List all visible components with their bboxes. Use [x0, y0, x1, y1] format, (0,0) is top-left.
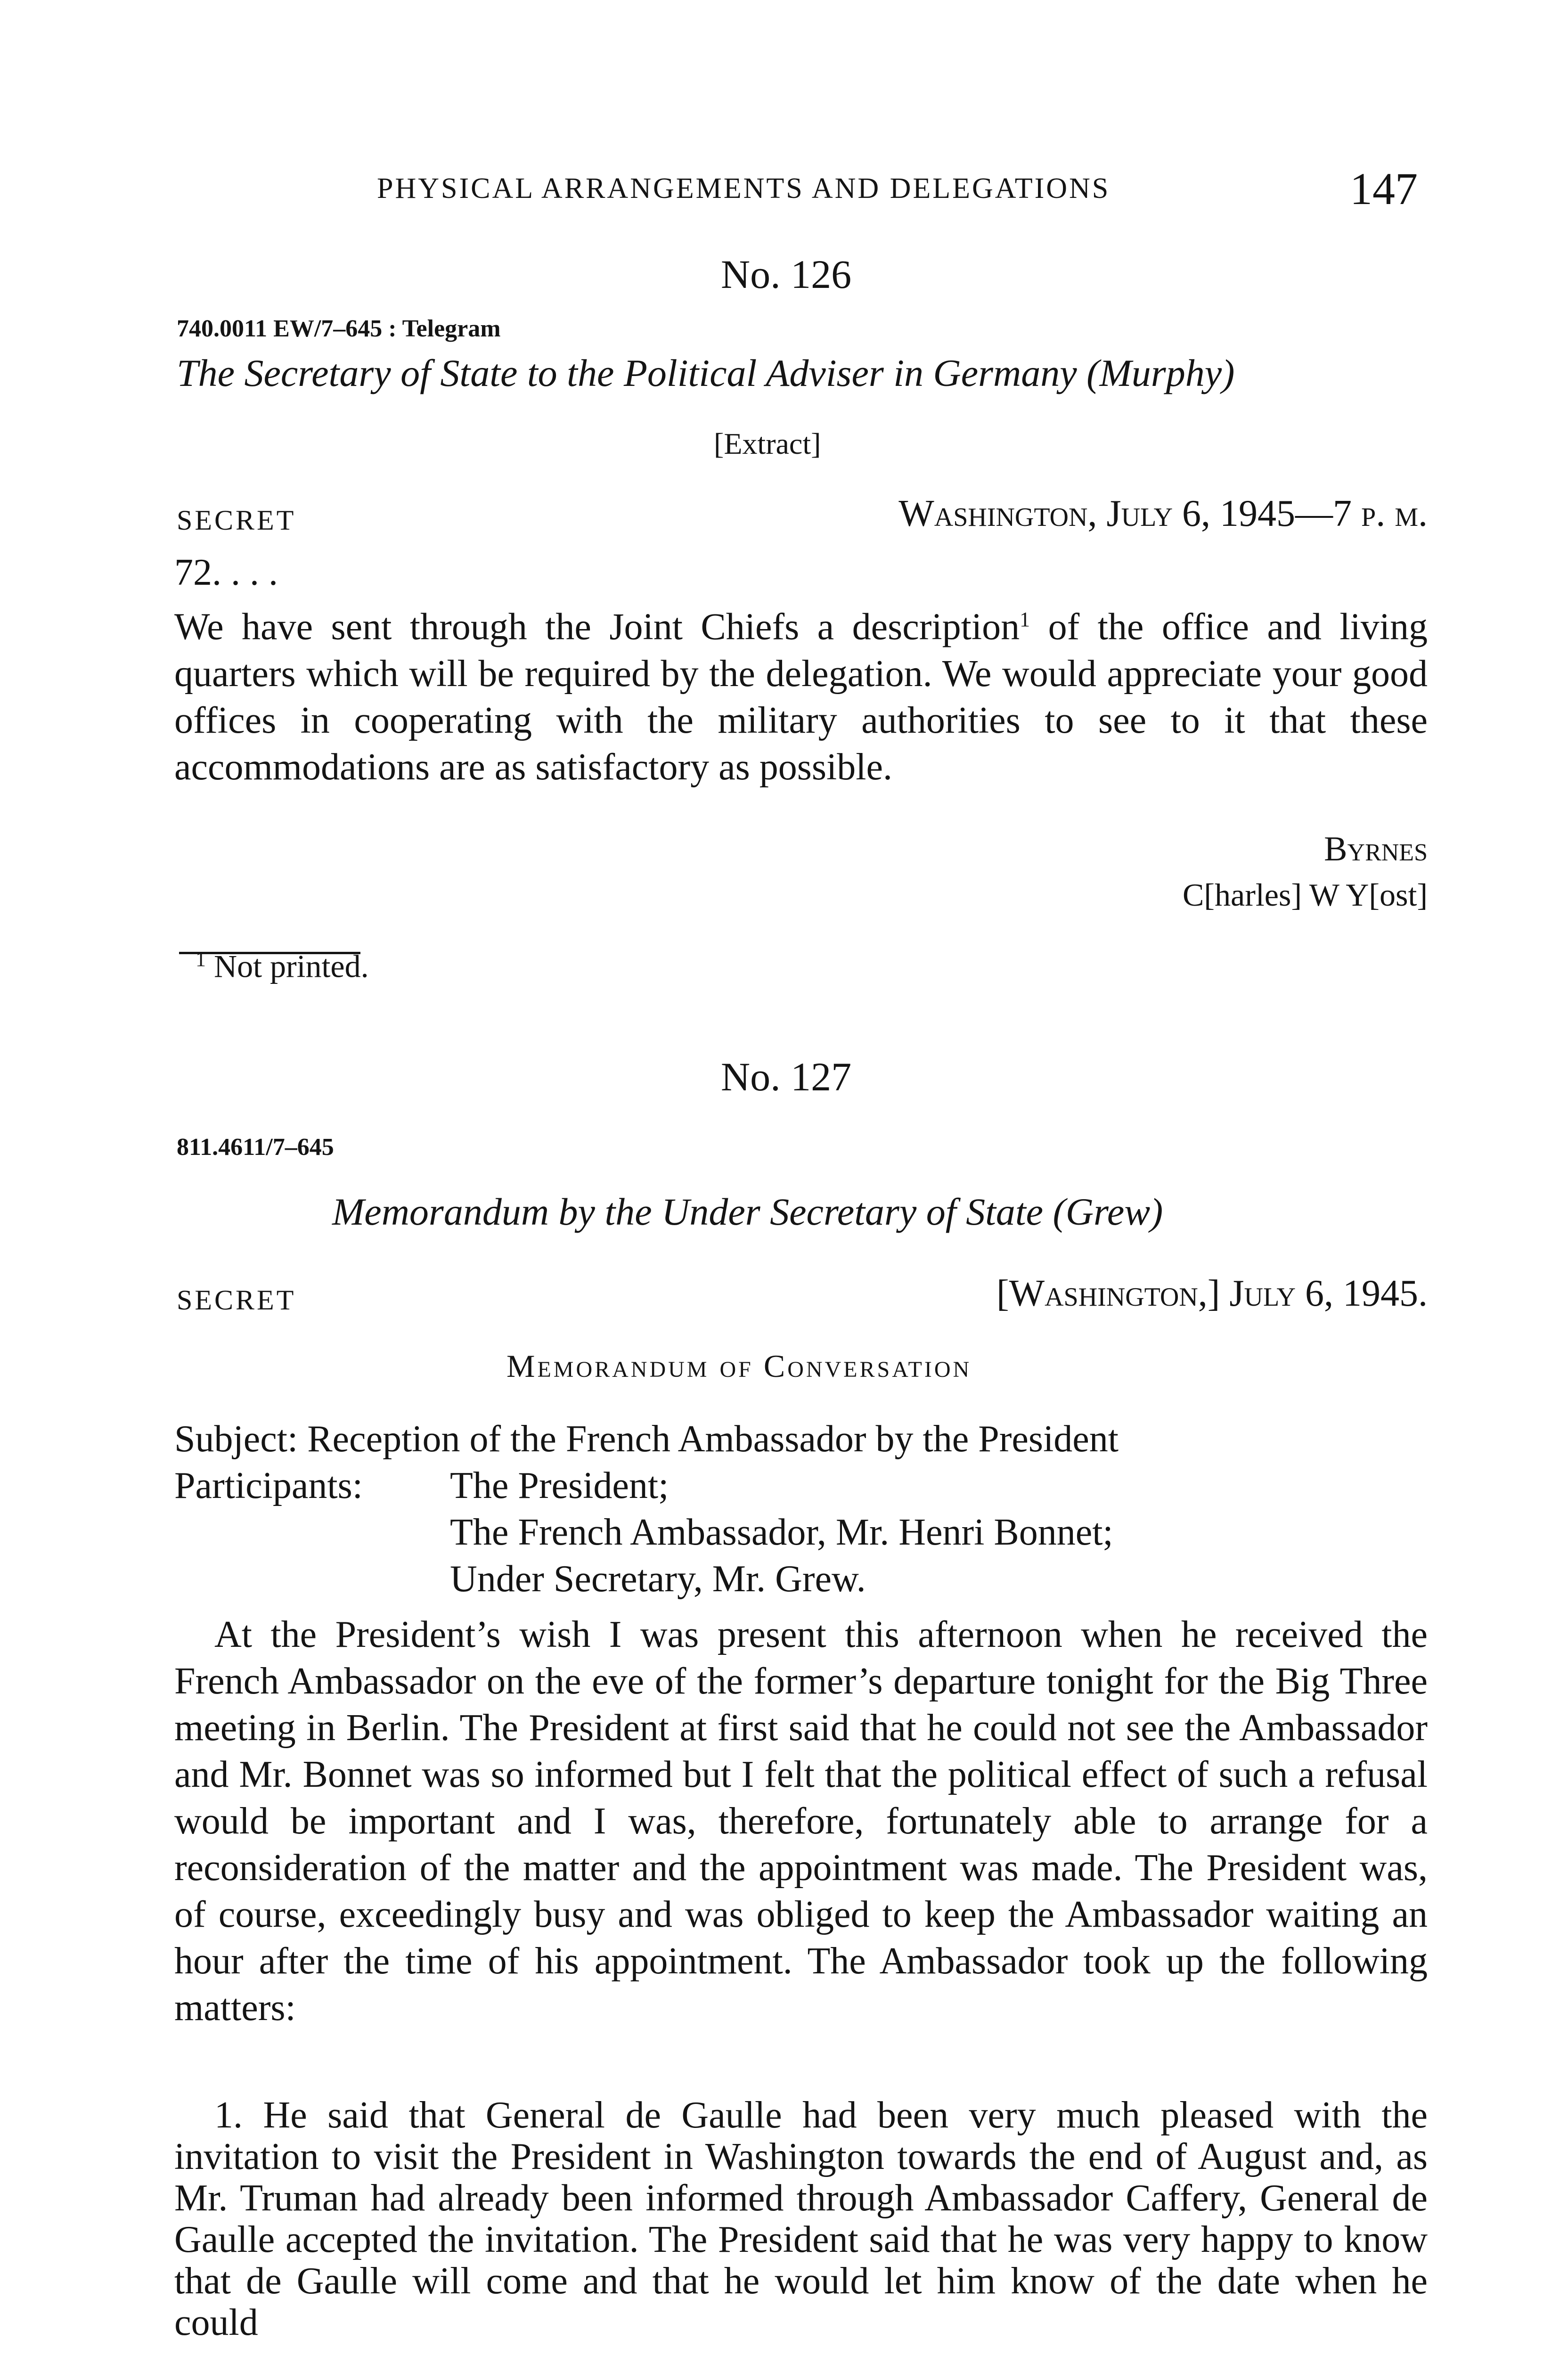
document-number-126: No. 126	[721, 252, 852, 297]
extract-label: [Extract]	[714, 427, 821, 460]
body-paragraph-127-2: 1. He said that General de Gaulle had been very much pleased with the invitation to visit the President in Washington towards the end of August and, as Mr. Truman had already been informed through Ambassador Caffery, General de Gaulle accepted the invitation. The President said that he was very happy to know that de Gaulle will come and that he would let him know of the date when he could	[174, 2094, 1428, 2343]
paragraph-number: 72. . . .	[174, 552, 278, 593]
participant-3: Under Secretary, Mr. Grew.	[450, 1558, 866, 1600]
body-paragraph-127-1: At the President’s wish I was present this afternoon when he received the French Ambassador on the eve of the former’s departure tonight for the Big Three meeting in Berlin. The President at first said that he could not see the Ambassador and Mr. Bonnet was so informed but I felt that the political effect of such a refusal would be important and I was, therefore, fortunately able to arrange for a reconsideration of the matter and the appointment was made. The President was, of course, exceedingly busy and was obliged to keep the Ambassador waiting an hour after the time of his appointment. The Ambassador took up the following matters:	[174, 1614, 1428, 2029]
participants-label: Participants:	[174, 1465, 363, 1506]
file-reference-127: 811.4611/7–645	[177, 1134, 334, 1161]
classification-127: SECRET	[177, 1284, 296, 1316]
document-title-127: Memorandum by the Under Secretary of State (Grew)	[332, 1190, 1163, 1233]
dateline-127: [Washington,] July 6, 1945.	[996, 1273, 1428, 1314]
dateline-126: Washington, July 6, 1945—7 p. m.	[898, 493, 1428, 534]
page-number: 147	[1350, 164, 1418, 214]
document-number-127: No. 127	[721, 1054, 852, 1099]
participant-2: The French Ambassador, Mr. Henri Bonnet;	[450, 1512, 1113, 1553]
drafter-initials: C[harles] W Y[ost]	[1183, 877, 1428, 913]
body-paragraph-126: We have sent through the Joint Chiefs a description$^1$ of the office and living quarters which will be required by the delegation. We would appreciate your good offices in cooperating with the military authorities to see to it that these accommodations are as satisfactory as possible.	[174, 606, 1428, 788]
signature: Byrnes	[1324, 830, 1428, 868]
document-title-126: The Secretary of State to the Political Adviser in Germany (Murphy)	[177, 352, 1235, 394]
footnote-reference: 1	[1020, 608, 1030, 631]
section-heading: Memorandum of Conversation	[506, 1348, 972, 1384]
footnote: $^1$ Not printed.	[196, 948, 369, 984]
participant-1: The President;	[450, 1465, 669, 1506]
running-head: PHYSICAL ARRANGEMENTS AND DELEGATIONS	[377, 172, 1111, 205]
subject-line: Subject: Reception of the French Ambassador by the President	[174, 1418, 1119, 1460]
file-reference-126: 740.0011 EW/7–645 : Telegram	[177, 315, 501, 342]
classification-126: SECRET	[177, 505, 296, 536]
